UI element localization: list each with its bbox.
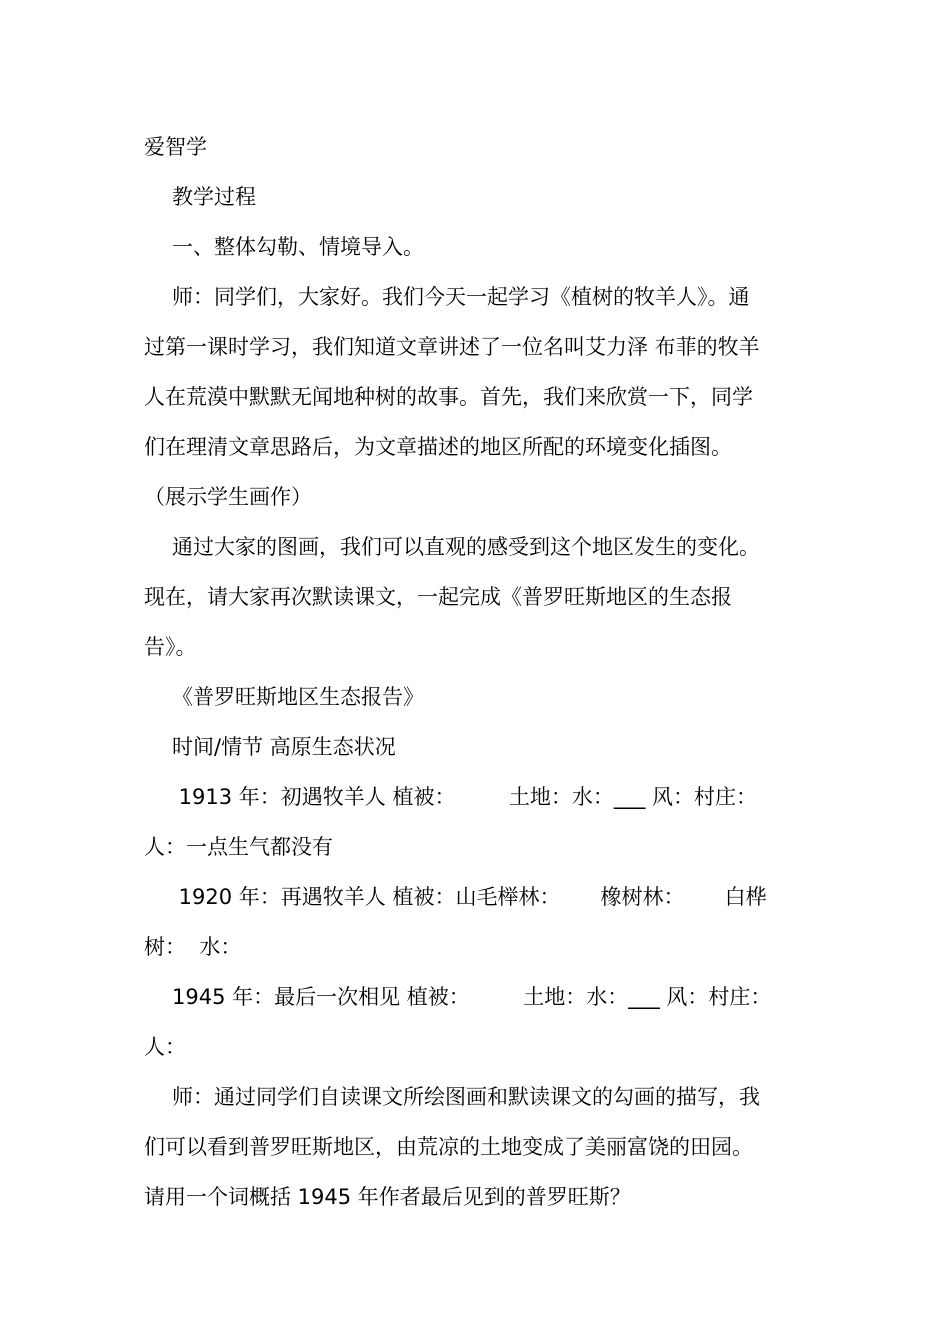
section-title: 教学过程: [172, 185, 256, 209]
report-row-1913-line1: 1913 年：初遇牧羊人 植被： 土地：水：___ 风：村庄：: [172, 785, 758, 809]
para2-line3: 告》。: [144, 635, 197, 659]
report-row-1913-line2: 人：一点生气都没有: [144, 835, 333, 859]
report-title: 《普罗旺斯地区生态报告》: [172, 685, 424, 709]
para1-line2: 过第一课时学习，我们知道文章讲述了一位名叫艾力泽 布菲的牧羊: [144, 335, 760, 359]
para3-line1: 师：通过同学们自读课文所绘图画和默读课文的勾画的描写，我: [172, 1085, 760, 1109]
report-row-1945-line2: 人：: [144, 1035, 186, 1059]
para3-line3: 请用一个词概括 1945 年作者最后见到的普罗旺斯？: [144, 1185, 631, 1209]
document-page: [144, 122, 808, 1222]
report-row-1920-line1: 1920 年：再遇牧羊人 植被：山毛榉林： 橡树林： 白桦: [172, 885, 767, 909]
part1-title: 一、整体勾勒、情境导入。: [172, 235, 424, 259]
para1-line1: 师：同学们，大家好。我们今天一起学习《植树的牧羊人》。通: [172, 285, 750, 309]
para2-line2: 现在，请大家再次默读课文，一起完成《普罗旺斯地区的生态报: [144, 585, 732, 609]
para2-line1: 通过大家的图画，我们可以直观的感受到这个地区发生的变化。: [172, 535, 760, 559]
para1-line3: 人在荒漠中默默无闻地种树的故事。首先，我们来欣赏一下，同学: [144, 385, 753, 409]
note-text: （展示学生画作）: [144, 485, 312, 509]
report-row-1945-line1: 1945 年：最后一次相见 植被： 土地：水：___ 风：村庄：: [172, 985, 772, 1009]
para3-line2: 们可以看到普罗旺斯地区，由荒凉的土地变成了美丽富饶的田园。: [144, 1135, 753, 1159]
para1-line4: 们在理清文章思路后，为文章描述的地区所配的环境变化插图。: [144, 435, 732, 459]
header-text: 爱智学: [144, 135, 207, 159]
report-row-1920-line2: 树： 水：: [144, 935, 242, 959]
report-header: 时间/情节 高原生态状况: [172, 735, 396, 759]
